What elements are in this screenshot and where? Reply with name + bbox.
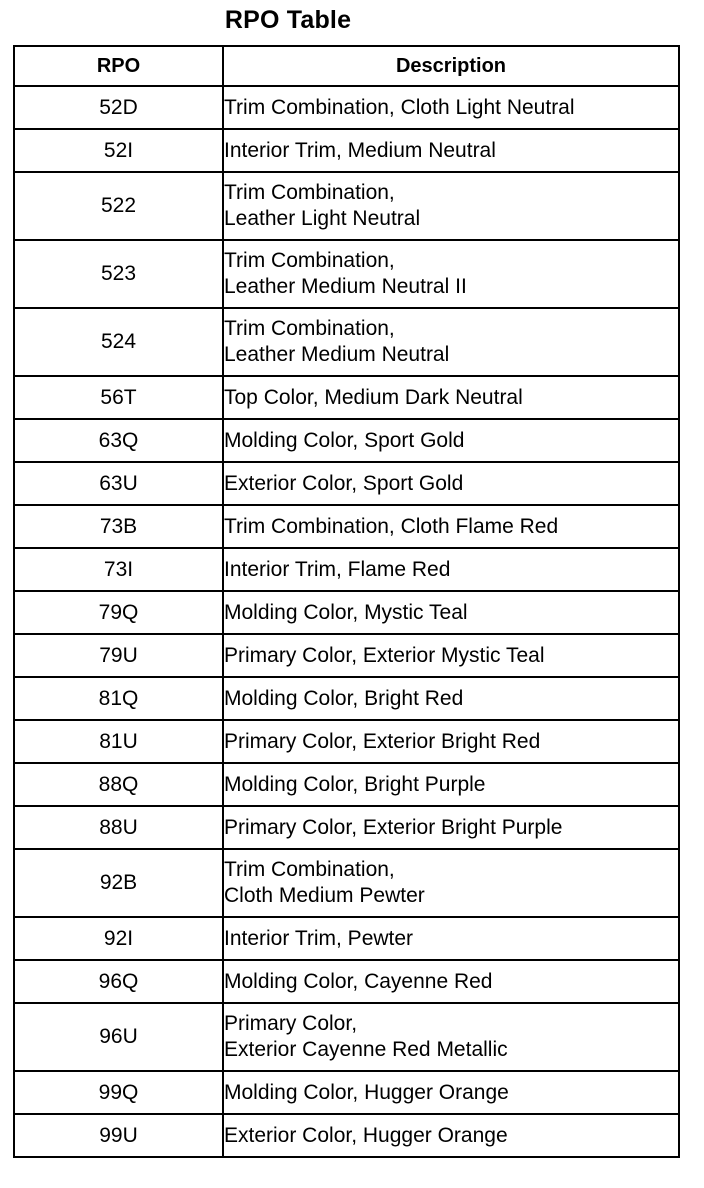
table-row (14, 240, 679, 308)
column-header-rpo: RPO (14, 46, 223, 86)
description-line: Leather Medium Neutral II (224, 275, 467, 298)
description-cell (223, 849, 679, 917)
description-cell (223, 419, 679, 462)
rpo-code-cell: 73B (14, 505, 223, 548)
table-row (14, 806, 679, 849)
description-line: Primary Color, Exterior Bright Purple (224, 815, 563, 839)
table-row (14, 129, 679, 172)
description-line: Molding Color, Mystic Teal (224, 600, 468, 624)
rpo-code-cell: 92B (14, 849, 223, 917)
rpo-code-cell: 96U (14, 1003, 223, 1071)
table-row (14, 548, 679, 591)
description-line: Primary Color, Exterior Mystic Teal (224, 643, 545, 667)
description-cell (223, 591, 679, 634)
rpo-code-cell: 88Q (14, 763, 223, 806)
description-cell (223, 720, 679, 763)
description-line: Trim Combination, Cloth Flame Red (224, 514, 559, 538)
table-row (14, 720, 679, 763)
description-line: Top Color, Medium Dark Neutral (224, 385, 523, 409)
rpo-code-cell: 63U (14, 462, 223, 505)
description-cell (223, 86, 679, 129)
table-row (14, 849, 679, 917)
rpo-code-cell: 99U (14, 1114, 223, 1157)
rpo-code-cell: 99Q (14, 1071, 223, 1114)
description-cell (223, 917, 679, 960)
rpo-code-cell: 56T (14, 376, 223, 419)
description-cell (223, 548, 679, 591)
description-line: Primary Color, Exterior Bright Red (224, 729, 541, 753)
rpo-code-cell: 524 (14, 308, 223, 376)
description-line: Trim Combination, (224, 181, 395, 204)
table-row (14, 86, 679, 129)
rpo-code-cell: 73I (14, 548, 223, 591)
description-line: Leather Light Neutral (224, 207, 421, 230)
description-cell (223, 1114, 679, 1157)
table-header-row (14, 46, 679, 86)
table-row (14, 591, 679, 634)
rpo-code-cell: 81U (14, 720, 223, 763)
table-row (14, 419, 679, 462)
description-line: Molding Color, Bright Purple (224, 772, 486, 796)
description-line: Trim Combination, (224, 317, 395, 340)
description-cell (223, 505, 679, 548)
rpo-code-cell: 79Q (14, 591, 223, 634)
rpo-code-cell: 523 (14, 240, 223, 308)
description-cell (223, 634, 679, 677)
table-row (14, 917, 679, 960)
table-row (14, 308, 679, 376)
column-header-description: Description (223, 46, 679, 86)
description-line: Trim Combination, (224, 858, 395, 881)
description-cell (223, 806, 679, 849)
description-cell (223, 763, 679, 806)
rpo-code-cell: 92I (14, 917, 223, 960)
description-line: Exterior Cayenne Red Metallic (224, 1038, 508, 1061)
rpo-table (13, 45, 680, 1158)
description-cell (223, 1003, 679, 1071)
description-line: Leather Medium Neutral (224, 343, 450, 366)
description-cell (223, 240, 679, 308)
description-line: Exterior Color, Sport Gold (224, 471, 464, 495)
description-cell (223, 376, 679, 419)
description-line: Interior Trim, Medium Neutral (224, 138, 496, 162)
description-line: Interior Trim, Pewter (224, 926, 414, 950)
rpo-code-cell: 81Q (14, 677, 223, 720)
rpo-code-cell: 96Q (14, 960, 223, 1003)
description-cell (223, 960, 679, 1003)
table-row (14, 1071, 679, 1114)
description-line: Molding Color, Cayenne Red (224, 969, 493, 993)
description-line: Trim Combination, Cloth Light Neutral (224, 95, 575, 119)
rpo-code-cell: 63Q (14, 419, 223, 462)
description-line: Trim Combination, (224, 249, 395, 272)
description-cell (223, 172, 679, 240)
table-row (14, 376, 679, 419)
description-line: Primary Color, (224, 1012, 358, 1035)
description-cell (223, 462, 679, 505)
table-row (14, 634, 679, 677)
description-cell (223, 308, 679, 376)
table-row (14, 462, 679, 505)
description-line: Exterior Color, Hugger Orange (224, 1123, 508, 1147)
rpo-code-cell: 52D (14, 86, 223, 129)
table-row (14, 1114, 679, 1157)
description-cell (223, 129, 679, 172)
rpo-code-cell: 52I (14, 129, 223, 172)
rpo-code-cell: 88U (14, 806, 223, 849)
description-cell (223, 677, 679, 720)
description-line: Interior Trim, Flame Red (224, 557, 451, 581)
page-title: RPO Table (224, 6, 352, 34)
table-row (14, 505, 679, 548)
description-line: Molding Color, Hugger Orange (224, 1080, 509, 1104)
table-row (14, 1003, 679, 1071)
description-line: Molding Color, Bright Red (224, 686, 464, 710)
rpo-code-cell: 79U (14, 634, 223, 677)
table-body (14, 86, 679, 1157)
description-cell (223, 1071, 679, 1114)
table-row (14, 763, 679, 806)
table-row (14, 960, 679, 1003)
rpo-code-cell: 522 (14, 172, 223, 240)
table-row (14, 172, 679, 240)
description-line: Molding Color, Sport Gold (224, 428, 465, 452)
description-line: Cloth Medium Pewter (224, 884, 425, 907)
table-row (14, 677, 679, 720)
